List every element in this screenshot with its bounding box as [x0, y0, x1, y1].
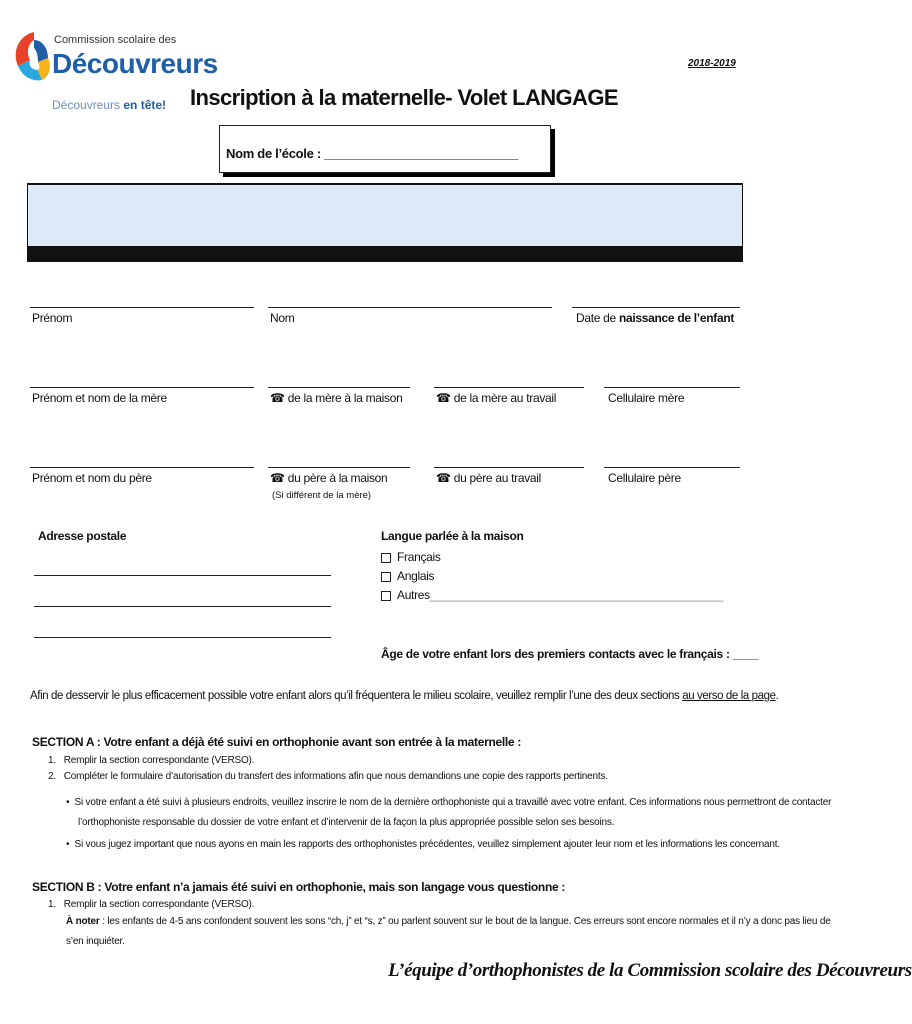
mother-home-text: de la mère à la maison — [287, 391, 403, 405]
lang-option-other[interactable] — [381, 588, 723, 602]
logo-tag-b: en tête! — [123, 98, 167, 112]
logo-tag-a: Découvreurs — [52, 98, 121, 112]
school-name-box[interactable] — [219, 125, 551, 173]
logo — [12, 26, 218, 121]
mother-name-label: Prénom et nom de la mère — [32, 391, 167, 405]
phone-icon: ☎ — [270, 471, 285, 485]
logo-tagline — [52, 98, 166, 112]
section-a-item-2: 2. Compléter le formulaire d’autorisation du transfert des informations afin que nous demandions une copie des rapports pertinents. — [48, 771, 608, 782]
section-b-note-l2: s’en inquiéter. — [66, 936, 125, 947]
father-name-label: Prénom et nom du père — [32, 471, 152, 485]
checkbox-icon[interactable] — [381, 591, 391, 601]
father-note: (Si différent de la mère) — [272, 490, 372, 501]
father-home-text: du père à la maison — [287, 471, 388, 485]
section-b-note-l1: : les enfants de 4-5 ans confondent souvent les sons “ch, j” et “s, z” ou parlent souvent sur le bout de la langue. Ces erreurs sont encore normales et il n’y a donc pas lieu de — [99, 916, 831, 927]
phone-icon: ☎ — [436, 471, 451, 485]
logo-line2: Découvreurs — [52, 48, 218, 79]
section-b-item-1-text: Remplir la section correspondante (VERSO). — [63, 899, 255, 910]
logo-mark-icon — [12, 30, 52, 86]
lang-other-text: Autres — [397, 588, 430, 602]
mother-cell-line[interactable] — [604, 387, 740, 388]
section-b-note — [66, 914, 831, 950]
signature: L’équipe d’orthophonistes de la Commission scolaire des Découvreurs — [388, 960, 912, 981]
section-a-item-1: 1. Remplir la section correspondante (VERSO). — [48, 755, 255, 766]
birthdate-label-b: naissance de l’enfant — [618, 311, 735, 325]
father-home-label — [270, 471, 387, 485]
checkbox-icon[interactable] — [381, 553, 391, 563]
lang-option-en[interactable] — [381, 569, 434, 583]
mother-work-line[interactable] — [434, 387, 584, 388]
mother-home-line[interactable] — [268, 387, 410, 388]
mother-name-line[interactable] — [30, 387, 254, 388]
mother-work-label — [436, 391, 556, 405]
intro-text — [30, 690, 778, 702]
section-a-bullet-1-l2: l’orthophoniste responsable du dossier de votre enfant et d’intervenir de la façon la plus appropriée possible selon ses besoins. — [78, 817, 615, 828]
birthdate-label-a: Date de — [576, 311, 619, 325]
birthdate-label — [576, 311, 734, 325]
section-a-title: SECTION A : Votre enfant a déjà été suivi en orthophonie avant son entrée à la maternelle : — [32, 735, 522, 749]
father-name-line[interactable] — [30, 467, 254, 468]
prenom-label: Prénom — [32, 311, 73, 325]
mother-home-label — [270, 391, 403, 405]
bullet-icon: • — [66, 839, 75, 850]
lang-option-fr[interactable] — [381, 550, 441, 564]
section-b-list — [48, 897, 748, 913]
phone-icon: ☎ — [436, 391, 451, 405]
intro-end: . — [775, 690, 779, 702]
info-band — [27, 183, 743, 247]
father-cell-line[interactable] — [604, 467, 740, 468]
lang-other-line[interactable]: ______________________________________________ — [429, 588, 724, 602]
intro-text-a: Afin de desservir le plus efficacement possible votre enfant alors qu’il fréquentera le milieu scolaire, veuillez remplir l’une des deux sections — [30, 690, 683, 702]
mother-cell-label: Cellulaire mère — [608, 391, 685, 405]
section-a-item-1-text: Remplir la section correspondante (VERSO). — [63, 755, 255, 766]
lang-fr-text: Français — [397, 550, 441, 564]
father-cell-label: Cellulaire père — [608, 471, 681, 485]
father-home-line[interactable] — [268, 467, 410, 468]
section-b-item-1: 1. Remplir la section correspondante (VERSO). — [48, 899, 255, 910]
prenom-line[interactable] — [30, 307, 254, 308]
section-a-list — [48, 753, 748, 785]
nom-label: Nom — [270, 311, 295, 325]
school-name-label: Nom de l’école : ____________________________ — [226, 146, 519, 161]
section-a-item-2-text: Compléter le formulaire d’autorisation du transfert des informations afin que nous demandions une copie des rapports pertinents. — [63, 771, 608, 782]
address-line-2[interactable] — [34, 606, 331, 607]
father-work-label — [436, 471, 541, 485]
section-b-title: SECTION B : Votre enfant n’a jamais été suivi en orthophonie, mais son langage vous questionne : — [32, 880, 566, 894]
language-label: Langue parlée à la maison — [381, 529, 524, 543]
phone-icon: ☎ — [270, 391, 285, 405]
band-bottom-bar — [27, 246, 743, 262]
section-b-note-label: À noter — [66, 916, 100, 927]
page-title: Inscription à la maternelle- Volet LANGAGE — [190, 85, 618, 110]
father-work-text: du père au travail — [453, 471, 542, 485]
checkbox-icon[interactable] — [381, 572, 391, 582]
section-a-bullet-2 — [66, 837, 780, 853]
lang-en-text: Anglais — [397, 569, 435, 583]
school-year: 2018-2019 — [688, 58, 736, 69]
nom-line[interactable] — [268, 307, 552, 308]
section-a-bullet-1-l1: Si votre enfant a été suivi à plusieurs endroits, veuillez inscrire le nom de la dernière orthophoniste qui a travaillé avec votre enfant. Ces informations nous permettront de contacter — [74, 797, 832, 808]
intro-link: au verso de la page — [682, 690, 776, 702]
age-question: Âge de votre enfant lors des premiers contacts avec le français : ____ — [381, 647, 759, 661]
logo-line1: Commission scolaire des — [54, 34, 177, 46]
bullet-icon: • — [66, 797, 75, 808]
mother-work-text: de la mère au travail — [453, 391, 557, 405]
section-a-bullet-1 — [66, 795, 832, 831]
father-work-line[interactable] — [434, 467, 584, 468]
birthdate-line[interactable] — [572, 307, 740, 308]
address-line-3[interactable] — [34, 637, 331, 638]
address-line-1[interactable] — [34, 575, 331, 576]
section-a-bullet-2-text: Si vous jugez important que nous ayons en main les rapports des orthophonistes précédentes, veuillez simplement ajouter leur nom et les informations les concernant. — [74, 839, 780, 850]
address-label: Adresse postale — [38, 529, 127, 543]
